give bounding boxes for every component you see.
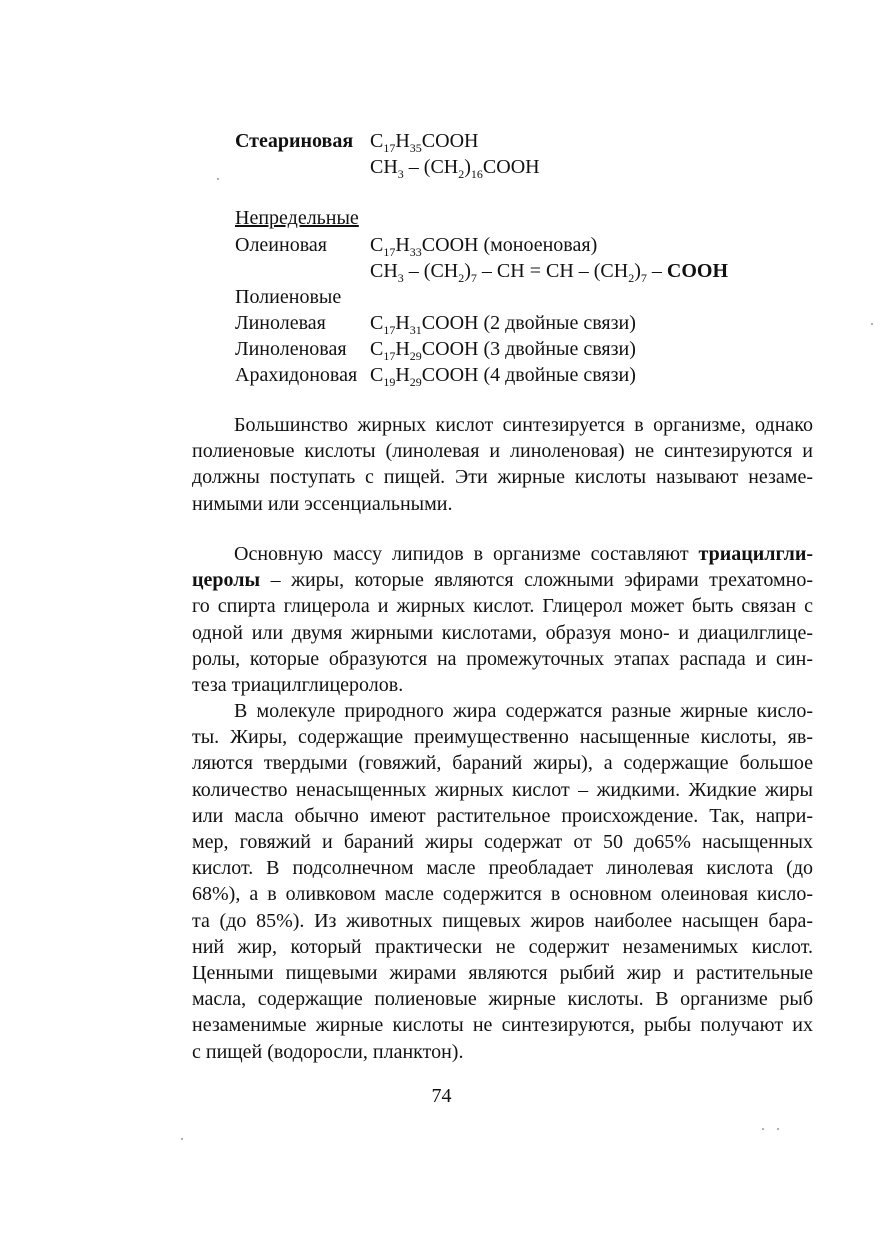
text-line: масла, содержащие полиеновые жирные кислоты. В организме рыб — [192, 988, 813, 1011]
text-line: Основную массу липидов в организме составляют триацилгли- — [234, 543, 813, 565]
text-line: количество ненасыщенных жирных кислот – жидкими. Жидкие жиры — [192, 778, 813, 801]
scan-speck — [762, 1128, 764, 1130]
text-line: ний жир, который практически не содержит незаменимых кислот. — [192, 935, 813, 958]
oleic-formula-2: $CH_3 - (CH_2)_7$ – CH = CH – $(CH_2)_7$ – COOH — [370, 260, 729, 285]
oleic-label: Олеиновая — [235, 234, 327, 256]
paragraph-triacylglycerols — [192, 541, 813, 698]
text-line: одной или двумя жирными кислотами, образуя моно- и диацилглице- — [192, 621, 813, 644]
text-line: полиеновые кислоты (линолевая и линоленовая) не синтезируются и — [192, 440, 813, 463]
linoleic-label: Линолевая — [235, 312, 326, 334]
scan-speck — [217, 178, 219, 180]
text-line: незаменимые жирные кислоты не синтезируются, рыбы получают их — [192, 1014, 813, 1037]
arachidonic-formula: $C_{19}H_{29}COOH$ (4 двойные связи) — [370, 364, 636, 389]
page-number: 74 — [431, 1085, 452, 1107]
scan-speck — [777, 1128, 779, 1130]
linolenic-label: Линоленовая — [235, 338, 347, 360]
term-bold: триацилгли- — [698, 543, 813, 565]
text-line: должны поступать с пищей. Эти жирные кислоты называют незаме- — [192, 466, 813, 489]
text-line: 68%), а в оливковом масле содержится в основном олеиновая кисло- — [192, 883, 813, 906]
text-line: Ценными пищевыми жирами являются рыбий жир и растительные — [192, 962, 813, 985]
stearic-formula-2: $CH_3$ – $(CH_2)_{16}COOH$ — [370, 156, 540, 181]
text-line: кислот. В подсолнечном масле преобладает линолевая кислота (до — [192, 857, 813, 880]
text-line: ляются твердыми (говяжий, бараний жиры), а содержащие большое — [192, 752, 813, 775]
term-bold: церолы — [192, 569, 261, 592]
text-line: Большинство жирных кислот синтезируется в организме, однако — [234, 414, 813, 436]
text-line: мер, говяжий и бараний жиры содержат от 50 до65% насыщенных — [192, 831, 813, 854]
text-line: ролы, которые образуются на промежуточных этапах распада и син- — [192, 647, 813, 670]
linolenic-formula: $C_{17}H_{29}COOH$ (3 двойные связи) — [370, 338, 636, 363]
text-line: теза триацилглицеролов. — [192, 674, 404, 697]
text-line: та (до 85%). Из животных пищевых жиров наиболее насыщен бара- — [192, 909, 813, 932]
scan-speck — [181, 1138, 183, 1140]
scan-speck — [871, 323, 873, 325]
text-line: церолы – жиры, которые являются сложными эфирами трехатомно- — [192, 569, 813, 592]
oleic-formula-1: $C_{17}H_{33}COOH$ (моноеновая) — [370, 234, 598, 259]
polyenoic-heading: Полиеновые — [235, 286, 342, 308]
linoleic-formula: $C_{17}H_{31}COOH$ (2 двойные связи) — [370, 312, 636, 337]
unsaturated-heading: Непредельные — [235, 207, 359, 229]
paragraph-natural-fats — [192, 698, 813, 1065]
stearic-formula-1: $C_{17}H_{35}COOH$ — [370, 130, 479, 155]
stearic-label: Стеариновая — [235, 130, 354, 152]
paragraph-essential-acids — [192, 412, 813, 517]
text-line: нимыми или эссенциальными. — [192, 492, 453, 515]
text-line: или масла обычно имеют растительное происхождение. Так, напри- — [192, 804, 813, 827]
text-line: ты. Жиры, содержащие преимущественно насыщенные кислоты, яв- — [192, 726, 813, 749]
text-line: с пищей (водоросли, планктон). — [192, 1040, 464, 1063]
arachidonic-label: Арахидоновая — [235, 364, 358, 386]
text-line: го спирта глицерола и жирных кислот. Глицерол может быть связан с — [192, 595, 813, 618]
text-line: В молекуле природного жира содержатся разные жирные кисло- — [234, 700, 813, 722]
